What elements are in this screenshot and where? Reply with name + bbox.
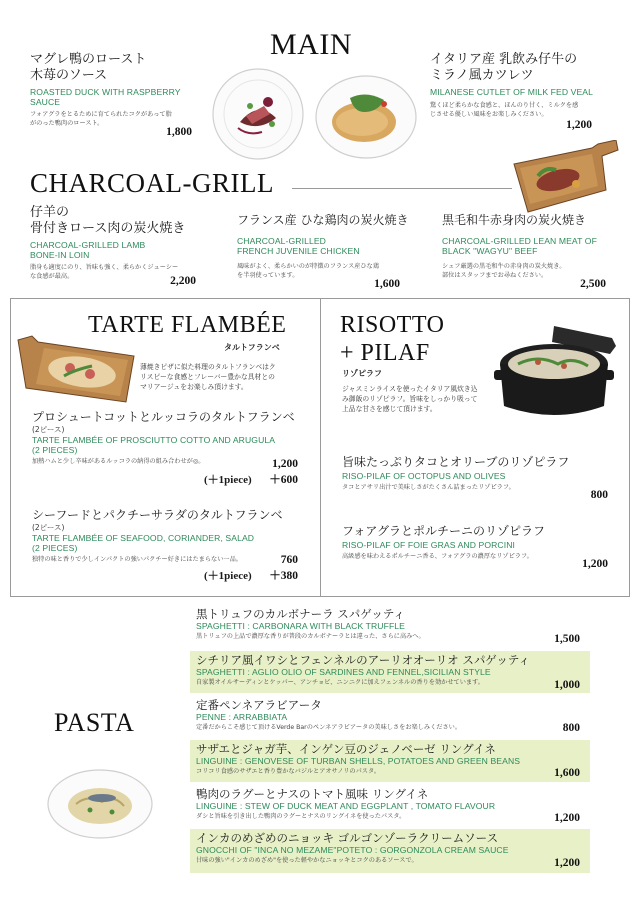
item-en-title: LINGUINE : GENOVESE OF TURBAN SHELLS, POTATOES AND GREEN BEANS bbox=[196, 756, 521, 766]
grill-item-chicken bbox=[237, 213, 427, 280]
item-en-title: RISO-PILAF OF FOIE GRAS AND PORCINI bbox=[342, 540, 516, 550]
item-desc: 驚くほど柔らかな食感と、ほんのり甘く、ミルクを感 bbox=[430, 102, 579, 109]
pasta-heading: PASTA bbox=[54, 708, 135, 737]
item-price: 1,600 bbox=[374, 278, 400, 290]
item-desc: 甘味の強い"インカのめざめ"を使った軽やかなニョッキとコクのあるソースで。 bbox=[196, 857, 418, 864]
item-desc: タコとアサリ出汁で美味しさがたくさん詰まったリゾピラフ。 bbox=[342, 484, 515, 491]
item-pieces: (2ピース) bbox=[32, 523, 65, 532]
grill-divider bbox=[292, 188, 512, 189]
risotto-intro bbox=[342, 384, 502, 414]
item-price: 1,200 bbox=[582, 558, 608, 570]
item-desc: コリコリ食感のサザエと香り豊かなバジルとアオサノリのパスタ。 bbox=[196, 768, 380, 775]
item-price: 1,200 bbox=[566, 119, 592, 131]
item-en-title: MILANESE CUTLET OF MILK FED VEAL bbox=[430, 87, 594, 97]
item-desc: ダシと旨味を引き出した鴨肉のラグーとナスのリングイネを使ったパスタ。 bbox=[196, 813, 406, 820]
item-price: 2,500 bbox=[580, 278, 606, 290]
tarte-intro bbox=[140, 362, 312, 392]
item-en-title: LINGUINE : STEW OF DUCK MEAT AND EGGPLANT , TOMATO FLAVOUR bbox=[196, 801, 496, 811]
risotto-kana: リゾピラフ bbox=[342, 369, 382, 378]
item-price: 1,500 bbox=[554, 633, 580, 645]
item-pieces: (2ピース) bbox=[32, 425, 65, 434]
veal-plate-image bbox=[314, 74, 418, 160]
item-jp-title: 鴨肉のラグーとナスのトマト風味 リングイネ bbox=[196, 787, 429, 801]
item-en-title-2: (2 PIECES) bbox=[32, 543, 78, 553]
item-en-title: GNOCCHI OF "INCA NO MEZAME"POTETO : GORGONZOLA CREAM SAUCE bbox=[196, 845, 509, 855]
tarte-heading: TARTE FLAMBÉE bbox=[88, 312, 287, 338]
item-jp-title-2: 骨付きロース肉の炭火焼き bbox=[30, 221, 186, 236]
item-en-title-2: BLACK "WAGYU" BEEF bbox=[442, 246, 538, 256]
item-price: 1,800 bbox=[166, 126, 192, 138]
item-price: 1,000 bbox=[554, 679, 580, 691]
intro-line: マリアージュをお楽しみ頂けます。 bbox=[140, 383, 248, 391]
item-en-title: CHARCOAL-GRILLED bbox=[237, 236, 326, 246]
item-jp-title: 定番ペンネアラビアータ bbox=[196, 698, 322, 712]
item-jp-title-2: ミラノ風カツレツ bbox=[430, 68, 534, 83]
risotto-item-foiegras bbox=[342, 524, 622, 561]
item-desc: 独特の味と香りで少しインパクトの強いパクチー好きにはたまらない一品。 bbox=[32, 556, 242, 563]
item-desc-2: がのった鴨肉のロースト。 bbox=[30, 120, 104, 127]
item-desc: 加熱ハムと少し辛味があるルッコラの納得の組み合わせが◎。 bbox=[32, 458, 205, 465]
intro-line: リスピーな食感とフレーバー豊かな具材との bbox=[140, 373, 275, 381]
intro-line: み御飯のリゾピラフ。旨味をしっかり吸って bbox=[342, 395, 478, 403]
item-jp-title: 旨味たっぷりタコとオリーブのリゾピラフ bbox=[342, 455, 570, 469]
item-desc-2: を半羽使っています。 bbox=[237, 272, 299, 279]
item-jp-title: 黒トリュフのカルボナーラ スパゲッティ bbox=[196, 607, 405, 621]
item-en-title: CHARCOAL-GRILLED LAMB bbox=[30, 240, 146, 250]
item-en-title-2: (2 PIECES) bbox=[32, 445, 78, 455]
main-heading: MAIN bbox=[270, 28, 352, 61]
item-en-title: SPAGHETTI : CARBONARA WITH BLACK TRUFFLE bbox=[196, 621, 406, 631]
risotto-item-octopus bbox=[342, 455, 622, 492]
grill-item-lamb bbox=[30, 205, 210, 281]
item-price: 2,200 bbox=[170, 275, 196, 287]
item-price: 1,200 bbox=[554, 857, 580, 869]
item-jp-title: フランス産 ひな鶏肉の炭火焼き bbox=[237, 213, 409, 227]
item-en-title: TARTE FLAMBÉE OF SEAFOOD, CORIANDER, SALAD bbox=[32, 533, 255, 543]
extra-piece-label: (＋1piece) bbox=[204, 474, 252, 486]
pasta-item-carbonara bbox=[190, 605, 590, 649]
item-price: 800 bbox=[590, 489, 608, 501]
item-en-title: ROASTED DUCK WITH RASPBERRY bbox=[30, 87, 181, 97]
item-jp-title: プロシュートコットとルッコラのタルトフランベ bbox=[32, 410, 295, 424]
item-price: 800 bbox=[562, 722, 580, 734]
item-en-title: SPAGHETTI : AGLIO OLIO OF SARDINES AND FENNEL,SICILIAN STYLE bbox=[196, 667, 491, 677]
item-jp-title: 仔羊の bbox=[30, 205, 70, 220]
extra-piece-price: ＋600 bbox=[269, 474, 298, 486]
item-en-title: TARTE FLAMBÉE OF PROSCIUTTO COTTO AND ARUGULA bbox=[32, 435, 276, 445]
item-jp-title: マグレ鴨のロースト bbox=[30, 52, 147, 67]
item-jp-title-2: 木苺のソース bbox=[30, 68, 108, 83]
pasta-item-duck-ragu bbox=[190, 785, 590, 827]
item-en-title-2: SAUCE bbox=[30, 97, 61, 107]
item-jp-title: フォアグラとポルチーニのリゾピラフ bbox=[342, 524, 546, 538]
item-price: 760 bbox=[280, 554, 298, 566]
item-desc-2: 部位はスタッフまでお尋ねください。 bbox=[442, 272, 548, 279]
item-price: 1,600 bbox=[554, 767, 580, 779]
item-desc: 自家製オイルサーディンとケッパー、アンチョビ、ニンニクに加えフェンネルの香りを効かせています。 bbox=[196, 679, 484, 686]
item-desc: 黒トリュフの上品で濃厚な香りが普段のカルボナーラとは違った、さらに高みへ。 bbox=[196, 633, 425, 640]
tarte-kana: タルトフランベ bbox=[224, 343, 280, 352]
grill-item-wagyu bbox=[442, 213, 632, 280]
pasta-item-sardines bbox=[190, 651, 590, 693]
item-jp-title: シーフードとパクチーサラダのタルトフランベ bbox=[32, 508, 283, 522]
item-desc: 高級感を味わえるポルチーニ香る、フォアグラの濃厚なリゾピラフ。 bbox=[342, 553, 533, 560]
item-jp-title: 黒毛和牛赤身肉の炭火焼き bbox=[442, 213, 587, 227]
main-item-duck bbox=[30, 52, 200, 128]
item-price: 1,200 bbox=[554, 812, 580, 824]
pasta-item-genovese bbox=[190, 740, 590, 782]
item-desc-2: な食感が最高。 bbox=[30, 273, 74, 280]
item-jp-title: サザエとジャガ芋、インゲン豆のジェノベーゼ リングイネ bbox=[196, 742, 496, 756]
item-price: 1,200 bbox=[272, 458, 298, 470]
intro-line: 薄焼きピザに似た料理のタルトフランベはク bbox=[140, 363, 276, 371]
item-desc-2: じさせる優しい風味をお楽しみください。 bbox=[430, 111, 548, 118]
item-desc: 定番だからこそ感じて頂けるVerde Barのペンネアラビアータの美味しさをお楽しみください。 bbox=[196, 724, 462, 731]
pasta-item-gnocchi bbox=[190, 829, 590, 873]
extra-piece-price: ＋380 bbox=[269, 570, 298, 582]
item-en-title: RISO-PILAF OF OCTOPUS AND OLIVES bbox=[342, 471, 506, 481]
item-en-title-2: FRENCH JUVENILE CHICKEN bbox=[237, 246, 360, 256]
item-jp-title: シチリア風イワシとフェンネルのアーリオオーリオ スパゲッティ bbox=[196, 653, 530, 667]
duck-plate-image bbox=[210, 66, 306, 162]
main-item-veal bbox=[430, 52, 630, 119]
item-jp-title: イタリア産 乳飲み仔牛の bbox=[430, 52, 578, 67]
item-en-title-2: BONE-IN LOIN bbox=[30, 250, 90, 260]
grill-heading: CHARCOAL-GRILL bbox=[30, 168, 274, 198]
pasta-plate-image bbox=[46, 768, 154, 840]
item-desc: シェフ厳選の黒毛和牛の赤身肉の炭火焼き。 bbox=[442, 263, 566, 270]
risotto-heading: RISOTTO bbox=[340, 312, 445, 338]
item-desc: 脂身も適度にのり、旨味も強く、柔らかくジューシー bbox=[30, 264, 179, 271]
item-desc: 風味がよく、柔らかいのが特徴のフランス産ひな鶏 bbox=[237, 263, 380, 270]
pilaf-heading: + PILAF bbox=[340, 340, 430, 366]
intro-line: ジャスミンライスを使ったイタリア風炊き込 bbox=[342, 385, 478, 393]
cocotte-pot-image bbox=[494, 320, 620, 420]
frame-divider bbox=[320, 298, 321, 597]
pasta-item-arrabbiata bbox=[190, 696, 590, 738]
intro-line: 上品な甘さを感じて頂けます。 bbox=[342, 405, 437, 413]
extra-piece-label: (＋1piece) bbox=[204, 570, 252, 582]
item-jp-title: インカのめざめのニョッキ ゴルゴンゾーラクリームソース bbox=[196, 831, 499, 845]
beef-board-image bbox=[508, 140, 620, 216]
item-en-title: CHARCOAL-GRILLED LEAN MEAT OF bbox=[442, 236, 597, 246]
item-desc: フォアグラをとるために育てられたコクがあって脂 bbox=[30, 111, 172, 118]
item-en-title: PENNE : ARRABBIATA bbox=[196, 712, 288, 722]
